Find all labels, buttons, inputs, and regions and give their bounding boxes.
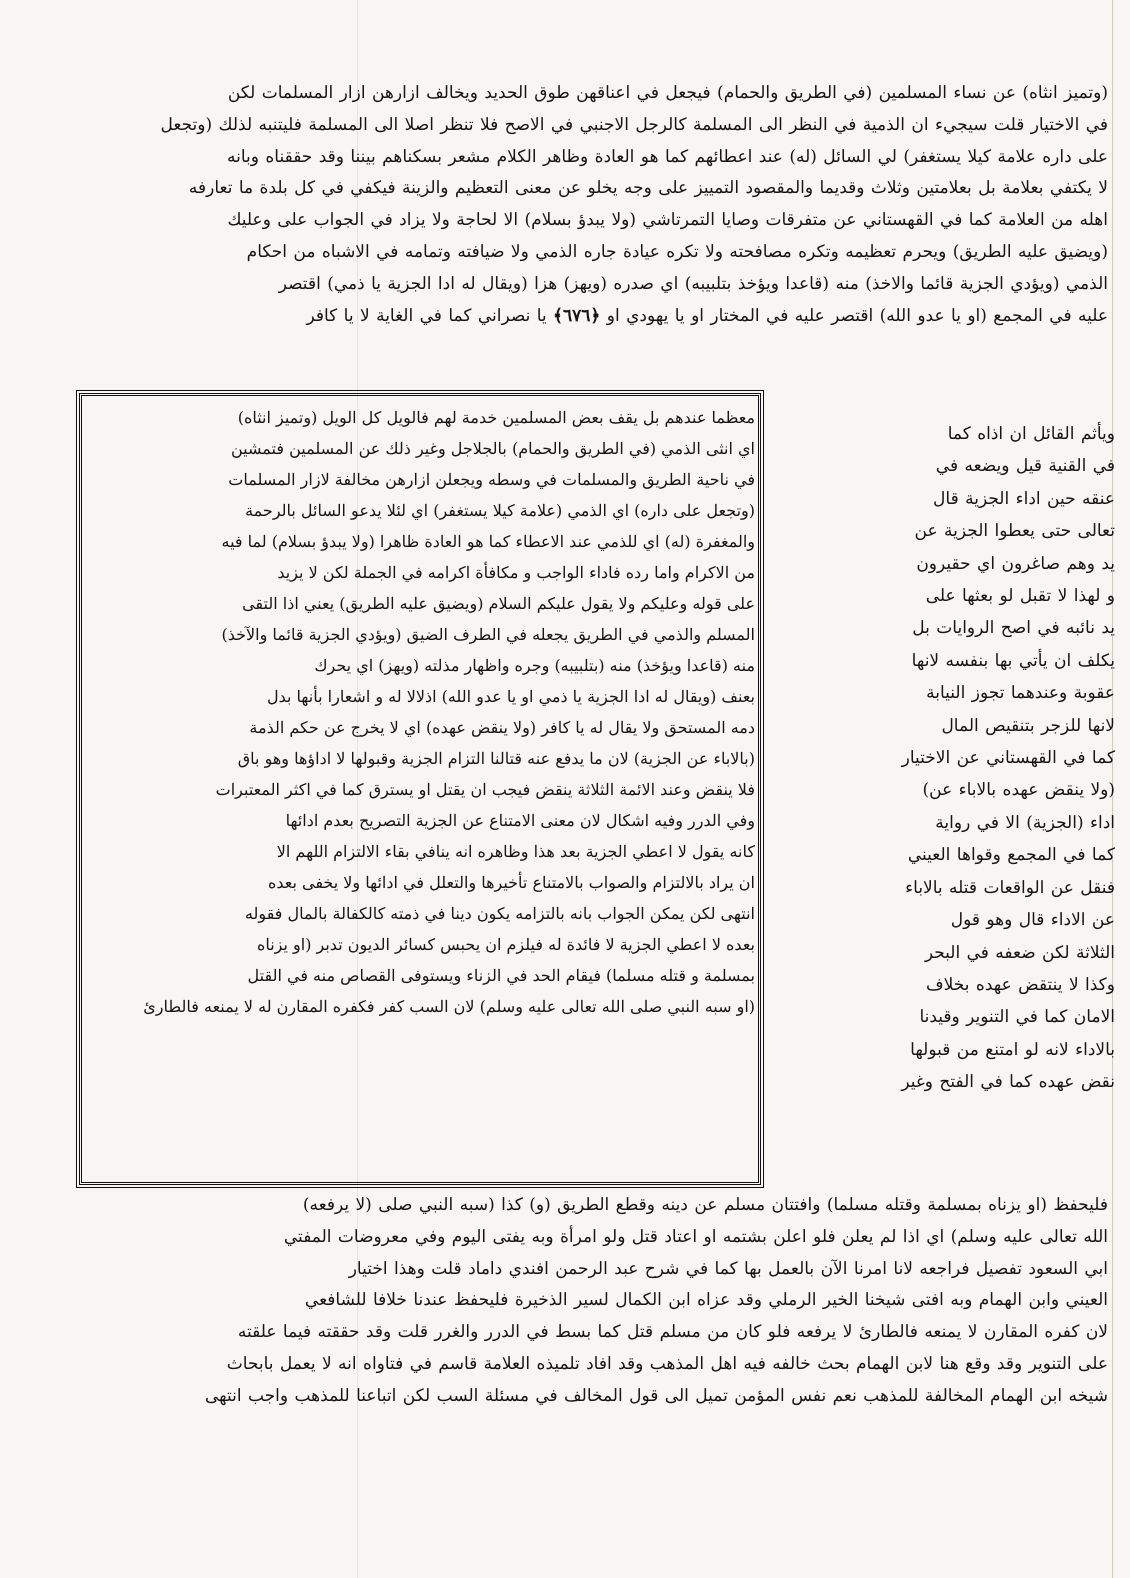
- box-line: وفي الدرر وفيه اشكال لان معنى الامتناع عن الجزية التصريح بعدم ادائها: [285, 811, 755, 830]
- box-line: بعنف (ويقال له ادا الجزية يا ذمي او يا عدو الله) اذلالا له و اشعارا بأنها بدل: [266, 687, 755, 706]
- side-line: عن الاداء قال وهو قول: [950, 910, 1115, 931]
- box-line: معظما عندهم بل يقف بعض المسلمين خدمة لهم فالويل كل الويل (وتميز انثاه): [237, 408, 755, 427]
- side-line: عنقه حين اداء الجزية قال: [933, 488, 1115, 509]
- box-line: ان يراد بالالتزام والصواب بالامتناع تأخيرها والتعلل في ادائها ولا يخفى بعده: [267, 873, 755, 892]
- box-line: (بالاباء عن الجزية) لان ما يدفع عنه قتالنا التزام الجزية وقبولها لا اداؤها وهو باق: [237, 749, 755, 768]
- page-number-ornament-right: ﴿: [590, 305, 601, 326]
- side-line: ويأثم القائل ان اذاه كما: [947, 424, 1115, 444]
- side-line: تعالى حتى يعطوا الجزية عن: [914, 521, 1115, 542]
- side-line: في القنية قيل ويضعه في: [935, 456, 1115, 477]
- top-line: لا يكتفي بعلامة بل بعلامتين وثلاث وقديما والمقصود التمييز على وجه يخلو عن معنى التعظيم والزينة فيكفي في كل بلدة ما تعارفه: [188, 178, 1108, 199]
- box-line: بمسلمة و قتله مسلما) فيقام الحد في الزناء ويستوفى القصاص منه في القتل: [247, 966, 755, 985]
- top-line: على داره علامة كيلا يستغفر) لي السائل (له) عند اعطائهم كما هو العادة وظاهر الكلام مشعر بسكناهم بيننا وقد حققناه وبانه: [227, 146, 1108, 167]
- side-line: بالاداء لانه لو امتنع من قبولها: [910, 1039, 1115, 1060]
- box-line: بعده لا اعطي الجزية لا فائدة له فيلزم ان يحبس كسائر الديون تدبر (او يزناه: [256, 935, 755, 954]
- side-line: لانها للزجر بتنقيص المال: [941, 715, 1115, 736]
- side-line: يد نائبه في اصح الروايات بل: [912, 618, 1115, 639]
- box-line: في ناحية الطريق والمسلمات في وسطه ويجعلن ازارهن مخالفة لازار المسلمات: [228, 470, 755, 489]
- bottom-line: فليحفظ (او يزناه بمسلمة وقتله مسلما) وافتتان مسلم عن دينه وقطع الطريق (و) كذا (سبه النبي صلى (لا يرفعه): [302, 1195, 1108, 1215]
- side-line: اداء (الجزية) الا في رواية: [935, 812, 1115, 833]
- top-line: (ويضيق عليه الطريق) ويحرم تعظيمه وتكره مصافحته ولا تكره عيادة جاره الذمي ولا ضيافته وتمامه في الاشباه من احكام: [246, 241, 1108, 262]
- boxed-commentary-text: [90, 402, 755, 1179]
- bottom-line: شيخه ابن الهمام المخالفة للمذهب نعم نفس المؤمن تميل الى قول المخالف في مسئلة السب لكن اتباعنا للمذهب واجب انتهى: [204, 1385, 1108, 1406]
- side-line: الثلاثة لكن ضعفه في البحر: [924, 942, 1115, 963]
- side-line: كما في القهستاني عن الاختيار: [901, 748, 1115, 769]
- top-line: (وتميز انثاه) عن نساء المسلمين (في الطريق والحمام) فيجعل في اعناقهن طوق الحديد ويخالف ازارهن ازار المسلمات لكن: [227, 83, 1108, 103]
- box-line: انتهى لكن يمكن الجواب بانه بالتزامه يكون دينا في ذمته كالكفالة بالمال فقوله: [244, 904, 755, 923]
- page-number: ٦٧٦: [563, 305, 591, 326]
- side-line: يد وهم صاغرون اي حقيرون: [916, 553, 1115, 574]
- top-text-block: [80, 78, 1108, 418]
- bottom-line: لان كفره المقارن لا يمنعه فالطارئ لا يرفعه فلو كان من مسلم قتل كما بسط في الدرر والغرر قلت وقد حققته فيما علقته: [237, 1322, 1108, 1343]
- side-line: كما في المجمع وقواها العيني: [907, 845, 1115, 866]
- bottom-line: العيني وابن الهمام وبه افتى شيخنا الخير الرملي وقد عزاه ابن الكمال لسير الذخيرة فليحفظ عندنا خلافا للشافعي: [304, 1290, 1108, 1311]
- box-line: اي انثى الذمي (في الطريق والحمام) بالجلاجل وغير ذلك عن المسلمين فتمشين: [231, 439, 755, 458]
- top-line-tail: يا نصراني كما في الغاية لا يا كافر: [306, 305, 547, 326]
- side-line: عقوبة وعندهما تجوز النيابة: [926, 683, 1115, 704]
- top-line: في الاختيار قلت سيجيء ان الذمية في النظر الى المسلمة كالرجل الاجنبي في الاصح فلا تنظر اصلا الى المسلمة فليتنبه لذلك (وتجعل: [160, 114, 1108, 135]
- side-commentary-column: [767, 418, 1115, 1188]
- side-line: الامان كما في التنوير وقيدنا: [919, 1007, 1115, 1028]
- box-line: كانه يقول لا اعطي الجزية بعد هذا وظاهره انه ينافي بقاء الالتزام اللهم الا: [276, 842, 755, 861]
- bottom-line: على التنوير وقد وقع هنا لابن الهمام بحث خالفه فيه اهل المذهب وقد افاد تلميذه العلامة قاسم في فتاواه انه لا يعمل بابحاث: [226, 1353, 1108, 1374]
- box-line: والمغفرة (له) اي للذمي عند الاعطاء كما هو العادة ظاهرا (ولا يبدؤ بسلام) لما فيه: [221, 532, 755, 551]
- box-line: على قوله وعليكم ولا يقول عليكم السلام (ويضيق عليه الطريق) يعني اذا التقى: [242, 594, 755, 613]
- page-number-ornament-left: ﴾: [553, 305, 563, 326]
- bottom-text-block: [80, 1190, 1108, 1570]
- side-line: نقض عهده كما في الفتح وغير: [901, 1072, 1115, 1093]
- bottom-line: ابي السعود تفصيل فراجعه لانا امرنا الآن بالعمل بها كما في شرح عبد الرحمن افندي داماد قلت وهذا اختيار: [348, 1258, 1108, 1279]
- box-line: منه (قاعدا ويؤخذ) منه (بتلبيبه) وجره واظهار مذلته (ويهز) اي يحرك: [314, 656, 755, 675]
- top-line-with-page-number: [80, 301, 1108, 333]
- side-line: يكلف ان يأتي بها بنفسه لانها: [911, 650, 1115, 671]
- top-line: اهله من العلامة كما في القهستاني عن متفرقات وصايا التمرتاشي (ولا يبدؤ بسلام) الا لحاجة ولا يزاد في الجواب على وعليك: [227, 210, 1108, 231]
- box-line: دمه المستحق ولا يقال له يا كافر (ولا ينقض عهده) اي لا يخرج عن حكم الذمة: [249, 718, 755, 737]
- top-line: الذمي (ويؤدي الجزية قائما والاخذ) منه (قاعدا ويؤخذ بتلبيبه) اي صدره (ويهز) هزا (ويقال له ادا الجزية يا ذمي) اقتصر: [278, 273, 1108, 294]
- box-line: فلا ينقض وعند الائمة الثلاثة ينقض فيجب ان يقتل او يسترق كما في اكثر المعتبرات: [215, 780, 755, 799]
- side-line: (ولا ينقض عهده بالاباء عن): [922, 780, 1115, 801]
- side-line: فنقل عن الواقعات قتله بالاباء: [905, 877, 1115, 898]
- box-line: (وتجعل على داره) اي الذمي (علامة كيلا يستغفر) اي لئلا يدعو السائل بالرحمة: [245, 501, 755, 520]
- bottom-line: الله تعالى عليه وسلم) اي اذا لم يعلن فلو اعلن بشتمه او اعتاد قتل ولو امرأة وبه يفتى اليوم وفي معروضات المفتي: [283, 1226, 1108, 1247]
- top-line: عليه في المجمع (او يا عدو الله) اقتصر عليه في المختار او يا يهودي او: [606, 305, 1108, 326]
- side-line: وكذا لا ينتقض عهده بخلاف: [926, 974, 1115, 995]
- box-line: المسلم والذمي في الطريق يجعله في الطرف الضيق (ويؤدي الجزية قائما والآخذ): [221, 625, 755, 644]
- box-line: (او سبه النبي صلى الله تعالى عليه وسلم) لان السب كفر فكفره المقارن له لا يمنعه فالطارئ: [143, 997, 755, 1016]
- box-line: من الاكرام واما رده فاداء الواجب و مكافأة اكرامه في الجملة لكن لا يزيد: [277, 563, 755, 582]
- side-line: و لهذا لا تقبل لو بعثها على: [925, 586, 1115, 607]
